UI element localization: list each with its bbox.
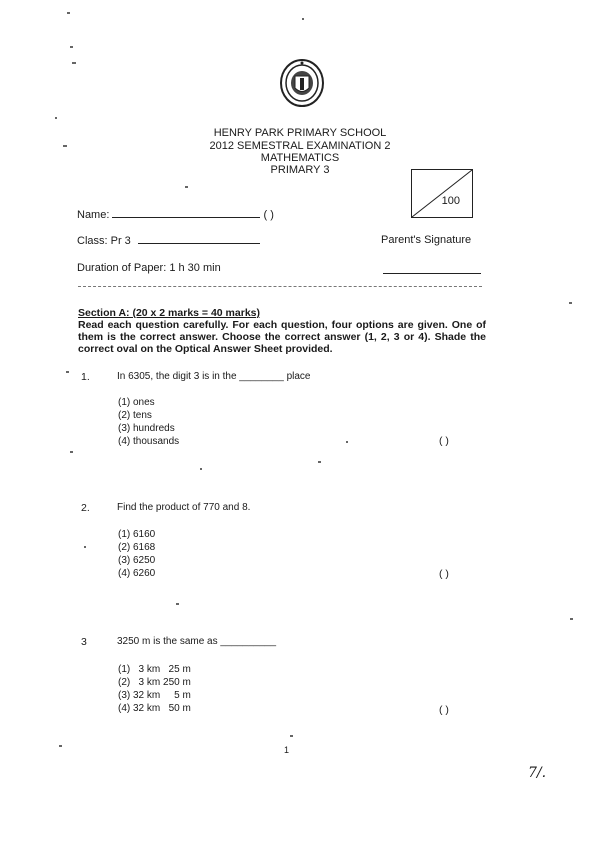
scan-speck xyxy=(176,603,179,605)
school-name: HENRY PARK PRIMARY SCHOOL xyxy=(213,127,387,139)
option: (1) ones xyxy=(118,397,155,408)
question-3-answer-bracket[interactable]: ( ) xyxy=(439,704,449,716)
option: (3) 6250 xyxy=(118,555,156,566)
section-a-instructions: Read each question carefully. For each question, four options are given. One of them is the correct answer. Choose the correct answer (1, 2, 3 or 4). Shade the correct oval on the Optical Answer Sheet provided. xyxy=(78,319,486,355)
option: (4) thousands xyxy=(118,436,180,447)
question-3-number: 3 xyxy=(81,636,87,648)
scan-speck xyxy=(55,117,57,119)
scan-speck xyxy=(66,371,69,373)
scan-speck xyxy=(302,18,304,20)
class-label: Class: Pr 3 xyxy=(77,235,131,247)
name-field xyxy=(77,208,274,221)
option: (2) tens xyxy=(118,410,152,421)
scan-speck xyxy=(318,461,321,463)
class-line[interactable] xyxy=(138,234,260,244)
scan-speck xyxy=(70,46,73,48)
class-field xyxy=(77,234,260,247)
option: (1) 6160 xyxy=(118,529,156,540)
name-label: Name: xyxy=(77,209,110,221)
scan-speck xyxy=(67,12,70,14)
register-number-paren: ( ) xyxy=(263,209,274,221)
parent-signature-line[interactable] xyxy=(383,273,481,274)
scan-speck xyxy=(346,441,348,443)
scan-speck xyxy=(84,546,86,548)
duration-text: Duration of Paper: 1 h 30 min xyxy=(77,262,221,274)
question-2-answer-bracket[interactable]: ( ) xyxy=(439,568,449,580)
scan-speck xyxy=(59,745,62,747)
question-2-options xyxy=(118,528,155,580)
question-1-number: 1. xyxy=(81,371,90,383)
scan-speck xyxy=(70,451,73,453)
question-1-text: In 6305, the digit 3 is in the ________ place xyxy=(117,371,311,382)
scan-speck xyxy=(569,302,572,304)
exam-title: 2012 SEMESTRAL EXAMINATION 2 xyxy=(209,140,391,152)
score-total: 100 xyxy=(441,195,460,207)
option: (2) 3 km 250 m xyxy=(118,677,191,688)
option: (4) 6260 xyxy=(118,568,156,579)
school-crest-logo xyxy=(279,58,325,108)
divider-rule xyxy=(78,286,482,287)
page-number: 1 xyxy=(284,745,290,755)
question-2-text: Find the product of 770 and 8. xyxy=(117,502,251,513)
name-line[interactable] xyxy=(112,208,260,218)
scan-speck xyxy=(185,186,188,188)
level-title: PRIMARY 3 xyxy=(270,164,330,176)
question-3-options xyxy=(118,663,191,715)
section-a-title: Section A: (20 x 2 marks = 40 marks) xyxy=(78,307,260,319)
option: (1) 3 km 25 m xyxy=(118,664,191,675)
scan-speck xyxy=(72,62,76,64)
scan-speck xyxy=(570,618,573,620)
option: (2) 6168 xyxy=(118,542,156,553)
score-box xyxy=(411,169,473,218)
subject-title: MATHEMATICS xyxy=(260,152,340,164)
option: (3) hundreds xyxy=(118,423,175,434)
question-1-options xyxy=(118,396,179,448)
question-2-number: 2. xyxy=(81,502,90,514)
parent-signature-label: Parent's Signature xyxy=(381,234,472,246)
question-3-text: 3250 m is the same as __________ xyxy=(117,636,276,647)
question-1-answer-bracket[interactable]: ( ) xyxy=(439,435,449,447)
scan-speck xyxy=(63,145,67,147)
option: (4) 32 km 50 m xyxy=(118,703,191,714)
handwritten-margin-mark: 7/. xyxy=(528,765,547,781)
scan-speck xyxy=(200,468,202,470)
option: (3) 32 km 5 m xyxy=(118,690,191,701)
scan-speck xyxy=(290,735,293,737)
